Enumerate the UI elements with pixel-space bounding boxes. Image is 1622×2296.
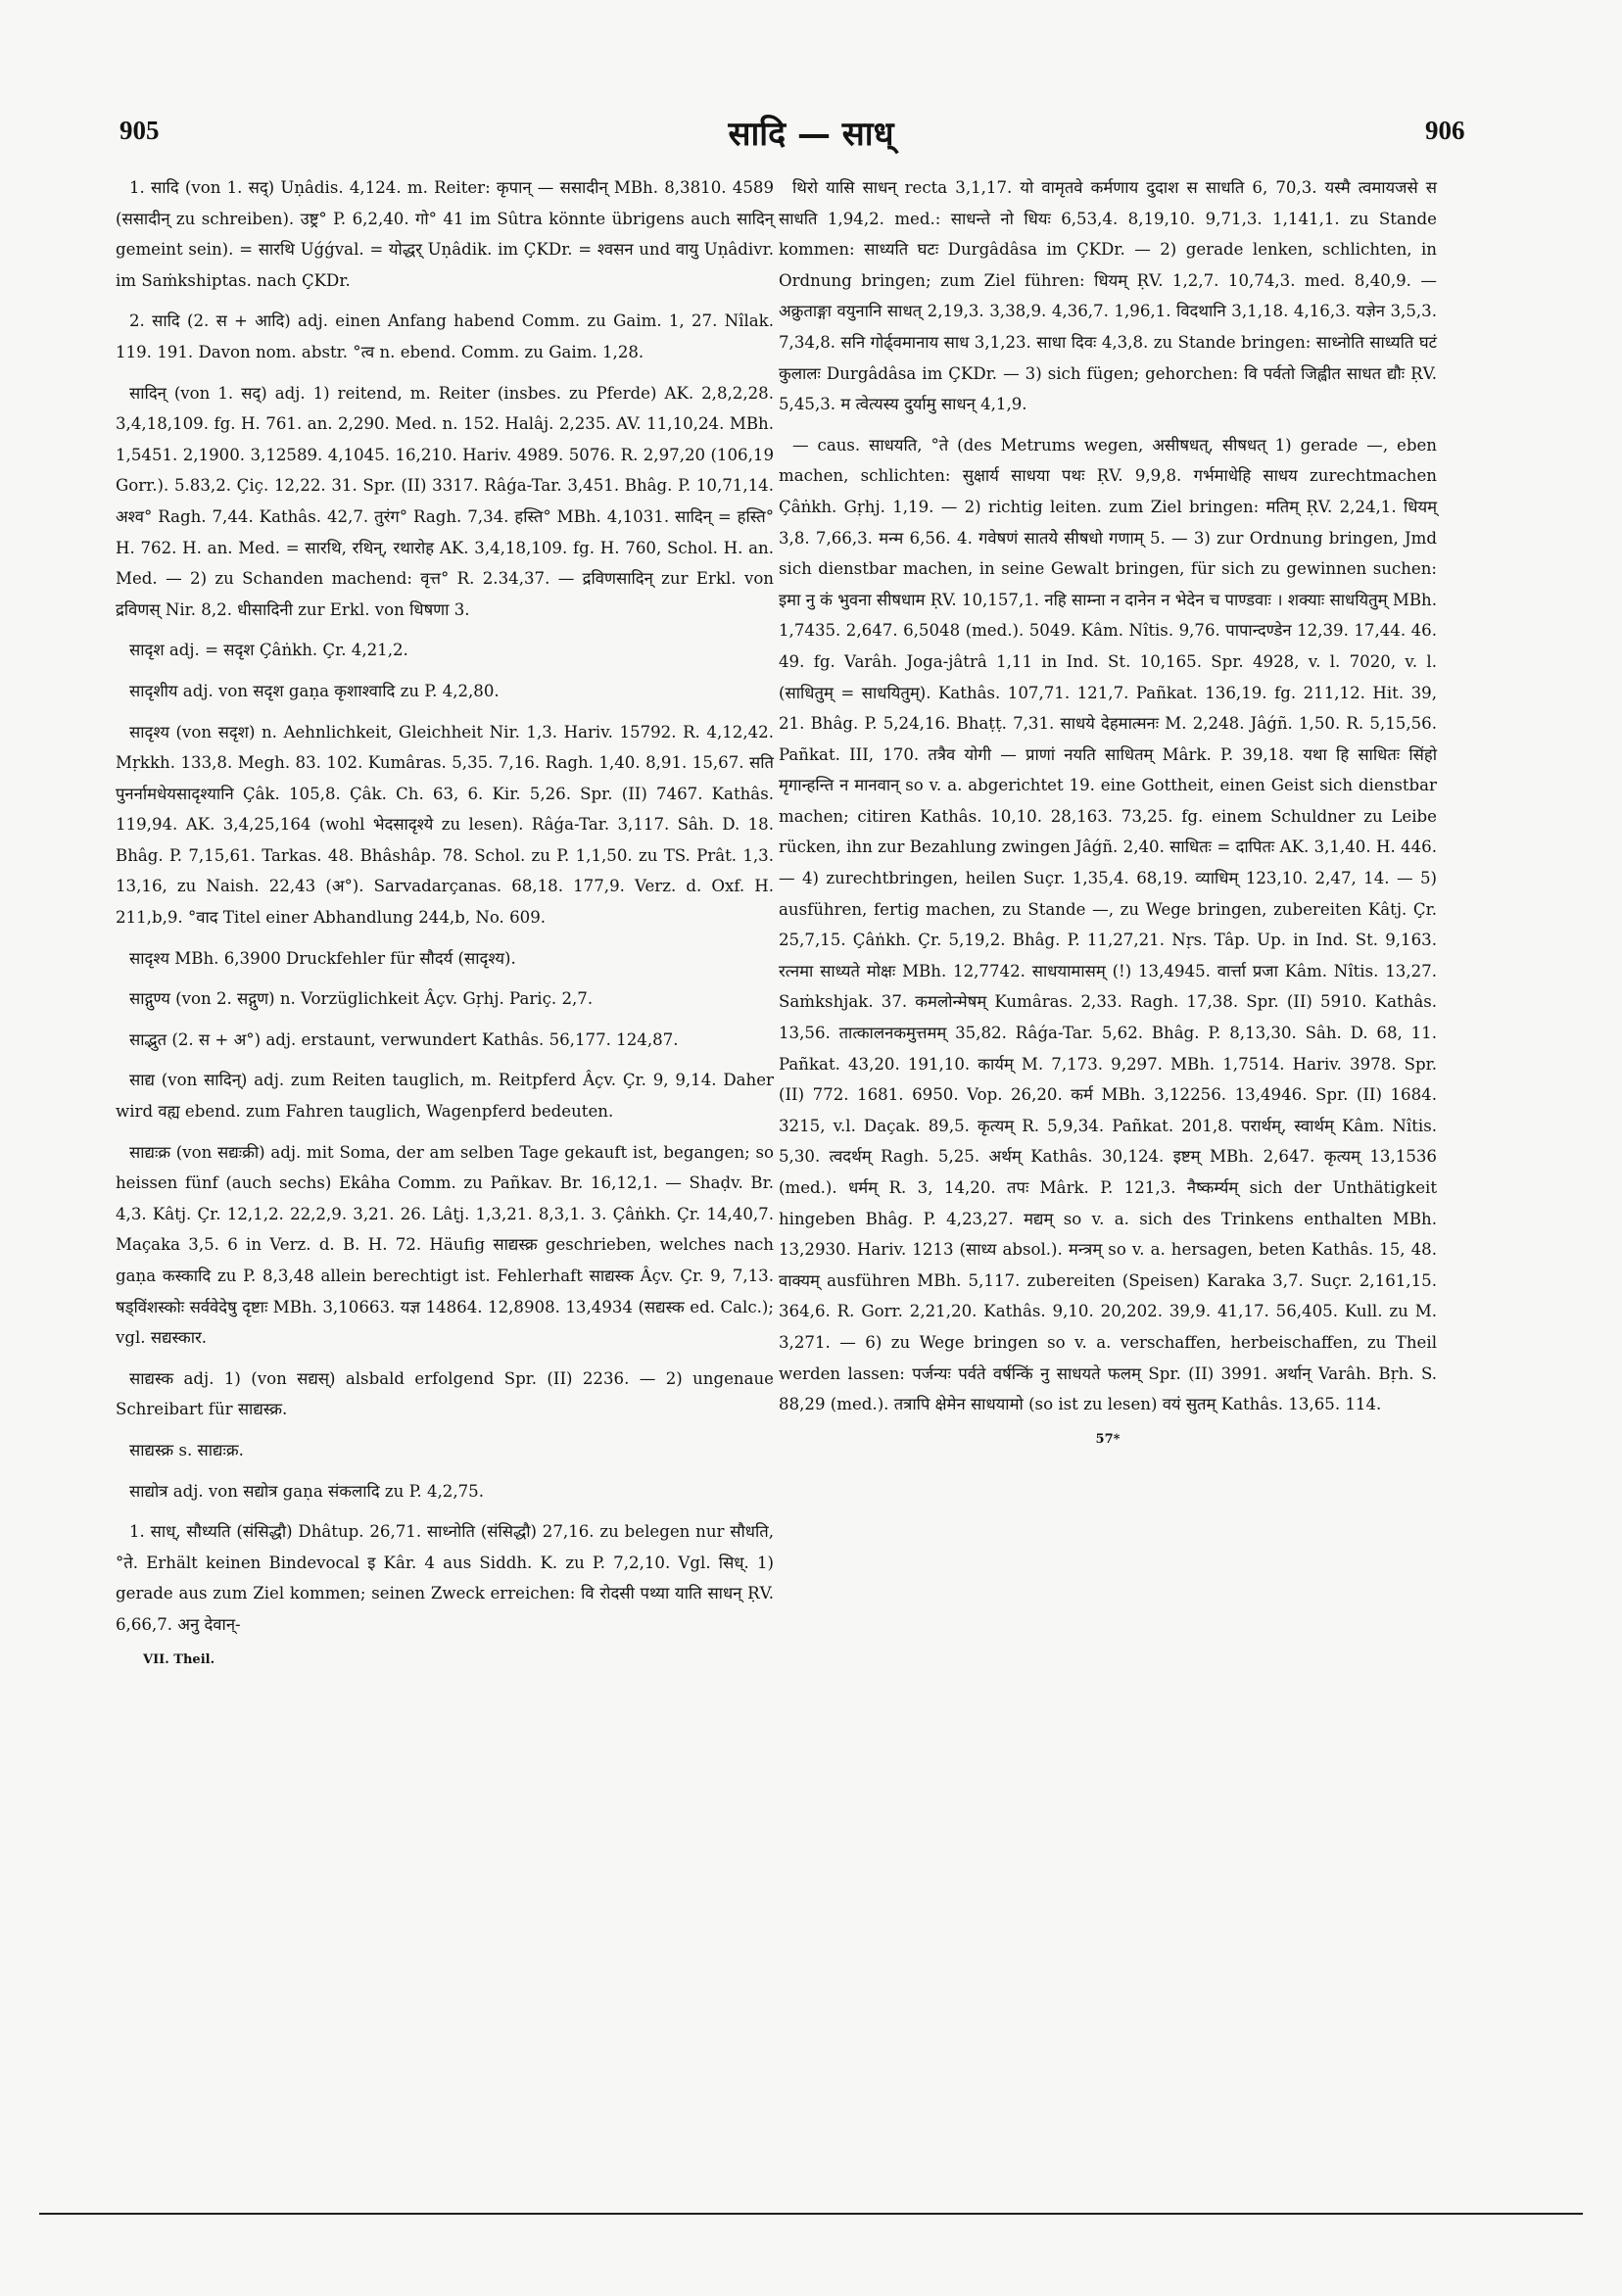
bottom-rule: [39, 2213, 1583, 2215]
entry-left-7: सादृश्य MBh. 6,3900 Druckfehler für सौदर्य (सादृश्य).: [129, 948, 516, 968]
volume-footer: VII. Theil.: [143, 1651, 215, 1667]
entry-left-8: साद्गुण्य (von 2. सद्गुण) n. Vorzüglichkeit Âçv. Gṛhj. Pariç. 2,7.: [129, 989, 594, 1009]
entry-left-14: साद्योत्र adj. von सद्योत्र gaṇa संकलादि zu P. 4,2,75.: [129, 1481, 485, 1501]
page-number-right: 906: [1425, 116, 1465, 145]
entry-left-2: 2. सादि (2. स + आदि) adj. einen Anfang habend Comm. zu Gaim. 1, 27. Nîlak. 119. 191. Davon nom. abstr. °त्व n. ebend. Comm. zu Gaim. 1,28.: [116, 311, 774, 361]
entry-left-12: साद्यस्क adj. 1) (von सद्यस्) alsbald erfolgend Spr. (II) 2236. — 2) ungenaue Schreibart für साद्यस्क्र.: [116, 1368, 774, 1419]
running-head: सादि — साध्: [728, 115, 894, 154]
entry-left-4: सादृश adj. = सदृश Çâṅkh. Çr. 4,21,2.: [129, 641, 408, 660]
entry-left-3: सादिन् (von 1. सद्) adj. 1) reitend, m. Reiter (insbes. zu Pferde) AK. 2,8,2,28. 3,4,18,109. fg. H. 761. an. 2,290. Med. n. 152. Halâj. 2,235. AV. 11,10,24. MBh. 1,5451. 2,1900. 3,12589. 4,1045. 16,210. Hariv. 4989. 5076. R. 2,97,20 (106,19 Gorr.). 5.83,2. Çiç. 12,22. 31. Spr. (II) 3317. Râǵa-Tar. 3,451. Bhâg. P. 10,71,14. अश्व° Ragh. 7,44. Kathâs. 42,7. तुरंग° Ragh. 7,34. हस्ति° MBh. 4,1031. सादिन् = हस्ति° H. 762. H. an. Med. = सारथि, रथिन्, रथारोह AK. 3,4,18,109. fg. H. 760, Schol. H. an. Med. — 2) zu Schanden machend: वृत्त° R. 2.34,37. — द्रविणसादिन् zur Erkl. von द्रविणस् Nir. 8,2. धीसादिनी zur Erkl. von धिषणा 3.: [116, 383, 774, 619]
entry-left-11: साद्यःक्र (von सद्यःक्री) adj. mit Soma, der am selben Tage gekauft ist, begangen; so heissen fünf (auch sechs) Ekâha Comm. zu Pañkav. Br. 16,12,1. — Shaḍv. Br. 4,3. Kâtj. Çr. 12,1,2. 22,2,9. 3,21. 26. Lâṭj. 1,3,21. 8,3,1. 3. Çâṅkh. Çr. 14,40,7. Maçaka 3,5. 6 in Verz. d. B. H. 72. Häufig साद्यस्क्र geschrieben, welches nach gaṇa कस्कादि zu P. 8,3,48 allein berechtigt ist. Fehlerhaft साद्यस्क Âçv. Çr. 9, 7,13. षड्विंशस्कोः सर्ववेदेषु दृष्टाः MBh. 3,10663. यज्ञ 14864. 12,8908. 13,4934 (सद्यस्क ed. Calc.); vgl. सद्यस्कार.: [116, 1142, 774, 1348]
page-number-left: 905: [119, 116, 160, 145]
signature-mark: 57*: [1095, 1431, 1121, 1447]
entry-left-1: 1. सादि (von 1. सद्) Uṇâdis. 4,124. m. Reiter: कृपान् — ससादीन् MBh. 8,3810. 4589 (ससादीन् zu schreiben). उष्ट्र° P. 6,2,40. गो° 41 im Sûtra könnte übrigens auch सादिन् gemeint sein). = सारथि Uǵǵval. = योद्धर् Uṇâdik. im ÇKDr. = श्वसन und वायु Uṇâdivr. im Saṁkshiptas. nach ÇKDr.: [116, 178, 774, 290]
entry-left-9: साद्भुत (2. स + अ°) adj. erstaunt, verwundert Kathâs. 56,177. 124,87.: [129, 1029, 679, 1049]
entry-left-6: सादृश्य (von सदृश) n. Aehnlichkeit, Gleichheit Nir. 1,3. Hariv. 15792. R. 4,12,42. Mṛkkh. 133,8. Megh. 83. 102. Kumâras. 5,35. 7,16. Ragh. 1,40. 8,91. 15,67. सति पुनर्नामधेयसादृश्यानि Çâk. 105,8. Çâk. Ch. 63, 6. Kir. 5,26. Spr. (II) 7467. Kathâs. 119,94. AK. 3,4,25,164 (wohl भेदसादृश्ये zu lesen). Râǵa-Tar. 3,117. Sâh. D. 18. Bhâg. P. 7,15,61. Tarkas. 48. Bhâshâp. 78. Schol. zu P. 1,1,50. zu TS. Prât. 1,3. 13,16, zu Naish. 22,43 (अ°). Sarvadarçanas. 68,18. 177,9. Verz. d. Oxf. H. 211,b,9. °वाद Titel einer Abhandlung 244,b, No. 609.: [116, 722, 774, 928]
right-column: [779, 172, 1437, 1450]
entry-left-5: सादृशीय adj. von सदृश gaṇa कृशाश्वादि zu P. 4,2,80.: [129, 681, 500, 700]
entry-left-10: साद्य (von सादिन्) adj. zum Reiten tauglich, m. Reitpferd Âçv. Çr. 9, 9,14. Daher wird वह्य ebend. zum Fahren tauglich, Wagenpferd bedeuten.: [116, 1071, 774, 1122]
entry-left-13: साद्यस्क्र s. साद्यःक्र.: [129, 1440, 244, 1459]
entry-left-15: 1. साध्, सौध्यति (संसिद्धौ) Dhâtup. 26,71. साध्नोति (संसिद्धौ) 27,16. zu belegen nur सौधति, °ते. Erhält keinen Bindevocal इ Kâr. 4 aus Siddh. K. zu P. 7,2,10. Vgl. सिध्. 1) gerade aus zum Ziel kommen; seinen Zweck erreichen: वि रोदसी पथ्या याति साधन् ṚV. 6,66,7. अनु देवान्-: [116, 1522, 774, 1634]
entry-right-2: — caus. साधयति, °ते (des Metrums wegen, असीषधत्, सीषधत् 1) gerade —, eben machen, schlichten: सुक्षार्य साधया पथः ṚV. 9,9,8. गर्भमाधेहि साधय zurechtmachen Çâṅkh. Gṛhj. 1,19. — 2) richtig leiten. zum Ziel bringen: मतिम् ṚV. 2,24,1. धियम् 3,8. 7,66,3. मन्म 6,56. 4. गवेषणं सातयेे सीषधो गणाम् 5. — 3) zur Ordnung bringen, Jmd sich dienstbar machen, in seine Gewalt bringen, für sich zu gewinnen suchen: इमा नु कं भुवना सीषधाम ṚV. 10,157,1. नहि साम्ना न दानेन न भेदेन च पाण्डवाः । शक्याः साधयितुम् MBh. 1,7435. 2,647. 6,5048 (med.). 5049. Kâm. Nîtis. 9,76. पापान्दण्डेन 12,39. 17,44. 46. 49. fg. Varâh. Joga-jâtrâ 1,11 in Ind. St. 10,165. Spr. 4928, v. l. 7020, v. l. (साधितुम् = साधयितुम्). Kathâs. 107,71. 121,7. Pañkat. 136,19. fg. 211,12. Hit. 39, 21. Bhâg. P. 5,24,16. Bhaṭṭ. 7,31. साधये देहमात्मनः M. 2,248. Jâǵñ. 1,50. R. 5,15,56. Pañkat. III, 170. तत्रैव योगी — प्राणां नयति साधितम् Mârk. P. 39,18. यथा हि साधितः सिंहो मृगान्हन्ति न मानवान् so v. a. abgerichtet 19. eine Gottheit, einen Geist sich dienstbar machen; citiren Kathâs. 10,10. 28,163. 73,25. fg. einem Schuldner zu Leibe rücken, ihn zur Bezahlung zwingen Jâǵñ. 2,40. साधितः = दापितः AK. 3,1,40. H. 446. — 4) zurechtbringen, heilen Suçr. 1,35,4. 68,19. व्याधिम् 123,10. 2,47, 14. — 5) ausführen, fertig machen, zu Stande —, zu Wege bringen, zubereiten Kâtj. Çr. 25,7,15. Çâṅkh. Çr. 5,19,2. Bhâg. P. 11,27,21. Nṛs. Tâp. Up. in Ind. St. 9,163. रत्नमा साध्यते मोक्षः MBh. 12,7742. साधयामासम् (!) 13,4945. वार्त्ता प्रजा Kâm. Nîtis. 13,27. Saṁkshjak. 37. कमलोन्मेषम् Kumâras. 2,33. Ragh. 17,38. Spr. (II) 5910. Kathâs. 13,56. तात्कालनकमुत्तमम् 35,82. Râǵa-Tar. 5,62. Bhâg. P. 8,13,30. Sâh. D. 68, 11. Pañkat. 43,20. 191,10. कार्यम् M. 7,173. 9,297. MBh. 1,7514. Hariv. 3978. Spr. (II) 772. 1681. 6950. Vop. 26,20. कर्म MBh. 3,12256. 13,4946. Spr. (II) 1684. 3215, v.l. Daçak. 89,5. कृत्यम् R. 5,9,34. Pañkat. 201,8. परार्थम्, स्वार्थम् Kâm. Nîtis. 5,30. त्वदर्थम् Ragh. 5,25. अर्थम् Kathâs. 30,124. इष्टम् MBh. 2,647. कृत्यम् 13,1536 (med.). धर्मम् R. 3, 14,20. तपः Mârk. P. 121,3. नैष्कर्म्यम् sich der Unthätigkeit hingeben Bhâg. P. 4,23,27. मद्यम् so v. a. sich des Trinkens enthalten MBh. 13,2930. Hariv. 1213 (साध्य absol.). मन्त्रम् so v. a. hersagen, beten Kathâs. 15, 48. वाक्यम् ausführen MBh. 5,117. zubereiten (Speisen) Karaka 3,7. Suçr. 2,161,15. 364,6. R. Gorr. 2,21,20. Kathâs. 9,10. 20,202. 39,9. 41,17. 56,405. Kull. zu M. 3,271. — 6) zu Wege bringen so v. a. verschaffen, herbeischaffen, zu Theil werden lassen: पर्जन्यः पर्वते वर्षन्किं नु साधयते फलम् Spr. (II) 3991. अर्थान् Varâh. Bṛh. S. 88,29 (med.). तत्रापि क्षेमेन साधयामो (so ist zu lesen) वयं सुतम् Kathâs. 13,65. 114.: [779, 435, 1437, 1414]
entry-right-1: थिरो यासि साधन् recta 3,1,17. यो वामृतवे कर्मणाय दुदाश स साधति 6, 70,3. यस्मै त्वमायजसे स साधति 1,94,2. med.: साधन्ते नो धियः 6,53,4. 8,19,10. 9,71,3. 1,141,1. zu Stande kommen: साध्यति घटः Durgâdâsa im ÇKDr. — 2) gerade lenken, schlichten, in Ordnung bringen; zum Ziel führen: धियम् ṚV. 1,2,7. 10,74,3. med. 8,40,9. — अक्रुताङ्गा वयुनानि साधत् 2,19,3. 3,38,9. 4,36,7. 1,96,1. विदथानि 3,1,18. 4,16,3. यज्ञेन 3,5,3. 7,34,8. सनि गोर्ढ्वमानाय साध 3,1,23. साधा दिवः 4,3,8. zu Stande bringen: साध्नोति साध्यति घटं कुलालः Durgâdâsa im ÇKDr. — 3) sich fügen; gehorchen: वि पर्वतो जिह्वीत साधत द्यौः ṚV. 5,45,3. म त्वेत्यस्य दुर्यामु साधन् 4,1,9.: [779, 178, 1437, 414]
left-column: [116, 172, 774, 1670]
